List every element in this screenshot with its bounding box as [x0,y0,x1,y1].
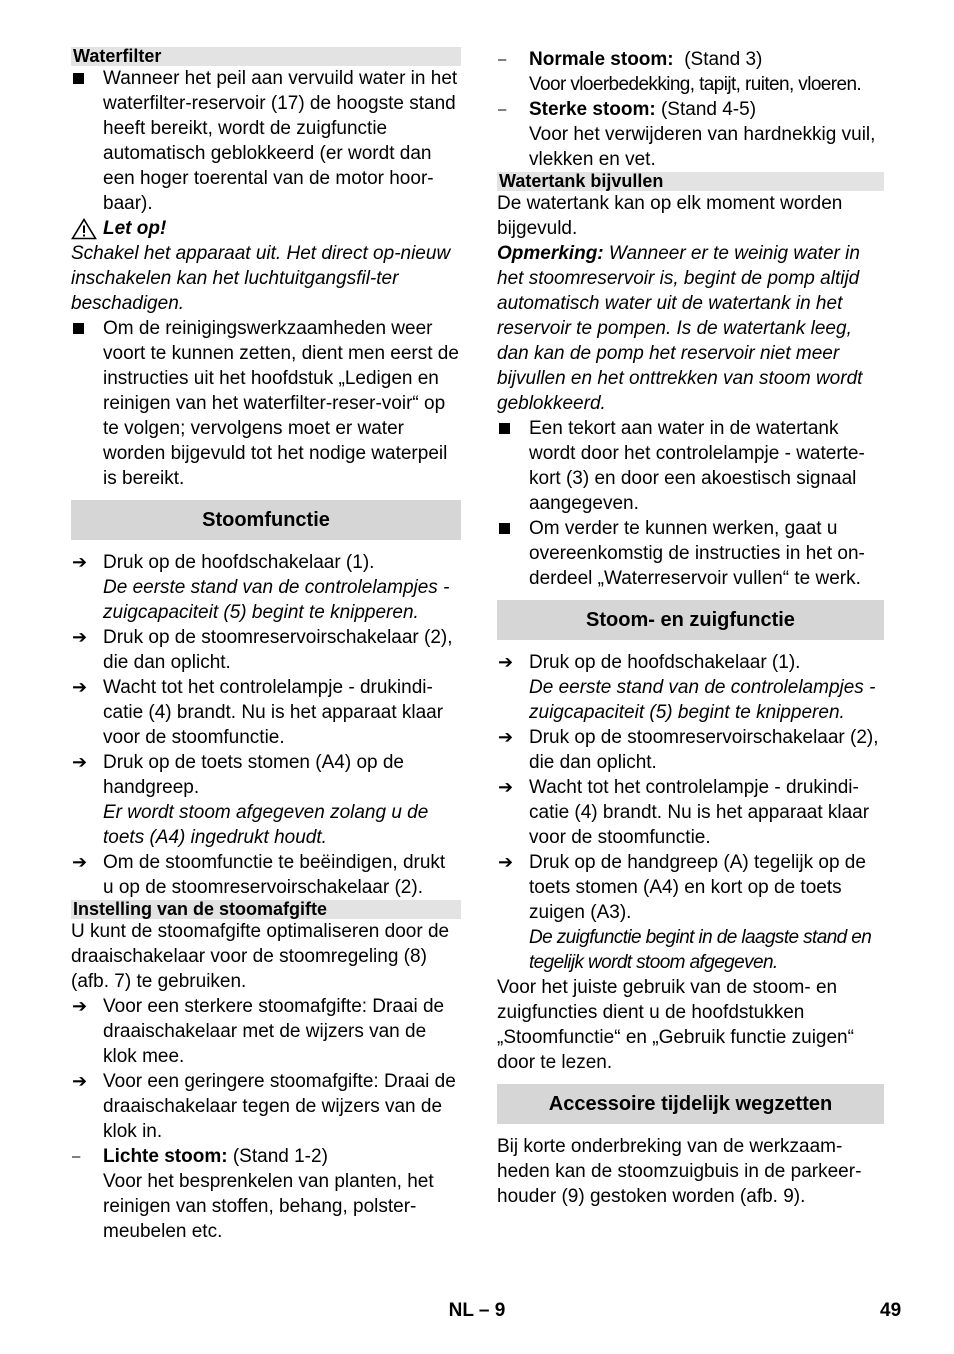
step-item: ➔ Druk op de stoomreservoirschakelaar (2), die dan oplicht. [72,627,453,673]
arrow-right-icon: ➔ [498,852,514,872]
step-item: ➔ Druk op de hoofdschakelaar (1). De eerste stand van de controlelampjes - zuigcapaciteit (5) begint te knipperen. [72,552,450,623]
arrow-right-icon: ➔ [498,727,514,747]
step-item: ➔ Wacht tot het controlelampje - drukindi-catie (4) brandt. Nu is het apparaat klaar voor de stoomfunctie. [498,777,870,848]
list-item: Om de reinigingswerkzaamheden weer voort te kunnen zetten, dient men eerst de instructies uit het hoofdstuk „Ledigen en reinigen van het waterfilter-reser-voir“ op te volgen; vervolgens moet er water worden bijgevuld tot het nodige waterpeil is bereikt. [103,318,459,489]
footer-section-label: NL – 9 [448,1300,506,1321]
list-item: Om verder te kunnen werken, gaat u overeenkomstig de instructies in het on-derdeel „Waterreservoir vullen“ te werk. [529,518,865,589]
warning-triangle-icon [71,218,97,240]
waterfilter-heading: Waterfilter [71,47,461,66]
list-item: Wanneer het peil aan vervuild water in het waterfilter-reservoir (17) de hoogste stand heeft bereikt, wordt de zuigfunctie automatisch geblokkeerd (er wordt dan een hoger toerental van de motor hoor-baar). [103,68,458,214]
accessoire-text: Bij korte onderbreking van de werkzaam-heden kan de stoomzuigbuis in de parkeer-houder (9) gestoken worden (afb. 9). [497,1136,862,1207]
step-item: ➔ Druk op de stoomreservoirschakelaar (2), die dan oplicht. [498,727,879,773]
instelling-intro: U kunt de stoomafgifte optimaliseren door de draaischakelaar voor de stoomregeling (8) (afb. 7) te gebruiken. [71,921,450,992]
arrow-right-icon: ➔ [72,627,88,647]
accessoire-heading: Accessoire tijdelijk wegzetten [497,1084,884,1124]
dash-item: – Normale stoom: (Stand 3) Voor vloerbedekking, tapijt, ruiten, vloeren. [498,49,862,95]
page-number: 49 [880,1300,902,1321]
dash-bullet-icon: – [72,1148,81,1165]
arrow-right-icon: ➔ [72,1071,88,1091]
step-item: ➔ Voor een geringere stoomafgifte: Draai de draaischakelaar tegen de wijzers van de klok in. [72,1071,456,1142]
instelling-heading: Instelling van de stoomafgifte [71,900,461,919]
list-item: Een tekort aan water in de watertank wordt door het controlelampje - waterte-kort (3) en door een akoestisch signaal aangegeven. [529,418,865,514]
arrow-right-icon: ➔ [498,652,514,672]
dash-bullet-icon: – [498,51,507,68]
step-item: ➔ Wacht tot het controlelampje - drukindi-catie (4) brandt. Nu is het apparaat klaar voor de stoomfunctie. [72,677,444,748]
step-item: ➔ Voor een sterkere stoomafgifte: Draai de draaischakelaar met de wijzers van de klok mee. [72,996,445,1067]
watertank-intro: De watertank kan op elk moment worden bijgevuld. [497,193,843,239]
warning-text: Schakel het apparaat uit. Het direct op-nieuw inschakelen kan het luchtuitgangsfil-ter beschadigen. [71,243,451,314]
dash-bullet-icon: – [498,101,507,118]
warning-heading [71,216,461,241]
arrow-right-icon: ➔ [72,852,88,872]
stoomzuig-heading: Stoom- en zuigfunctie [497,600,884,640]
right-column [497,47,884,1209]
arrow-right-icon: ➔ [72,752,88,772]
dash-item: – Sterke stoom: (Stand 4-5) Voor het verwijderen van hardnekkig vuil, vlekken en vet. [498,99,876,170]
step-item: ➔ Om de stoomfunctie te beëindigen, drukt u op de stoomreservoirschakelaar (2). [72,852,446,898]
watertank-note: Opmerking: Wanneer er te weinig water in het stoomreservoir is, begint de pomp altijd automatisch water uit de watertank in het reservoir te pompen. Is de watertank leeg, dan kan de pomp het reservoir niet meer bijvullen en het onttrekken van stoom wordt geblokkeerd. [497,243,863,414]
arrow-right-icon: ➔ [498,777,514,797]
arrow-right-icon: ➔ [72,552,88,572]
step-item: ➔ Druk op de toets stomen (A4) op de handgreep. Er wordt stoom afgegeven zolang u de toets (A4) ingedrukt houdt. [72,752,429,848]
arrow-right-icon: ➔ [72,996,88,1016]
dash-item: – Lichte stoom: (Stand 1-2) Voor het besprenkelen van planten, het reinigen van stoffen, behang, polster-meubelen etc. [72,1146,434,1242]
step-item: ➔ Druk op de hoofdschakelaar (1). De eerste stand van de controlelampjes - zuigcapaciteit (5) begint te knipperen. [498,652,876,723]
watertank-heading: Watertank bijvullen [497,172,884,191]
warning-title: Let op! [103,218,167,239]
step-item: ➔ Druk op de handgreep (A) tegelijk op de toets stomen (A4) en kort op de toets zuigen (A3). De zuigfunctie begint in de laagste stand en tegelijk wordt stoom afgegeven. [498,852,872,973]
left-column [71,47,461,1244]
stoomzuig-outro: Voor het juiste gebruik van de stoom- en zuigfuncties dient u de hoofdstukken „Stoomfunctie“ en „Gebruik functie zuigen“ door te lezen. [497,977,854,1073]
stoomfunctie-heading: Stoomfunctie [71,500,461,540]
arrow-right-icon: ➔ [72,677,88,697]
